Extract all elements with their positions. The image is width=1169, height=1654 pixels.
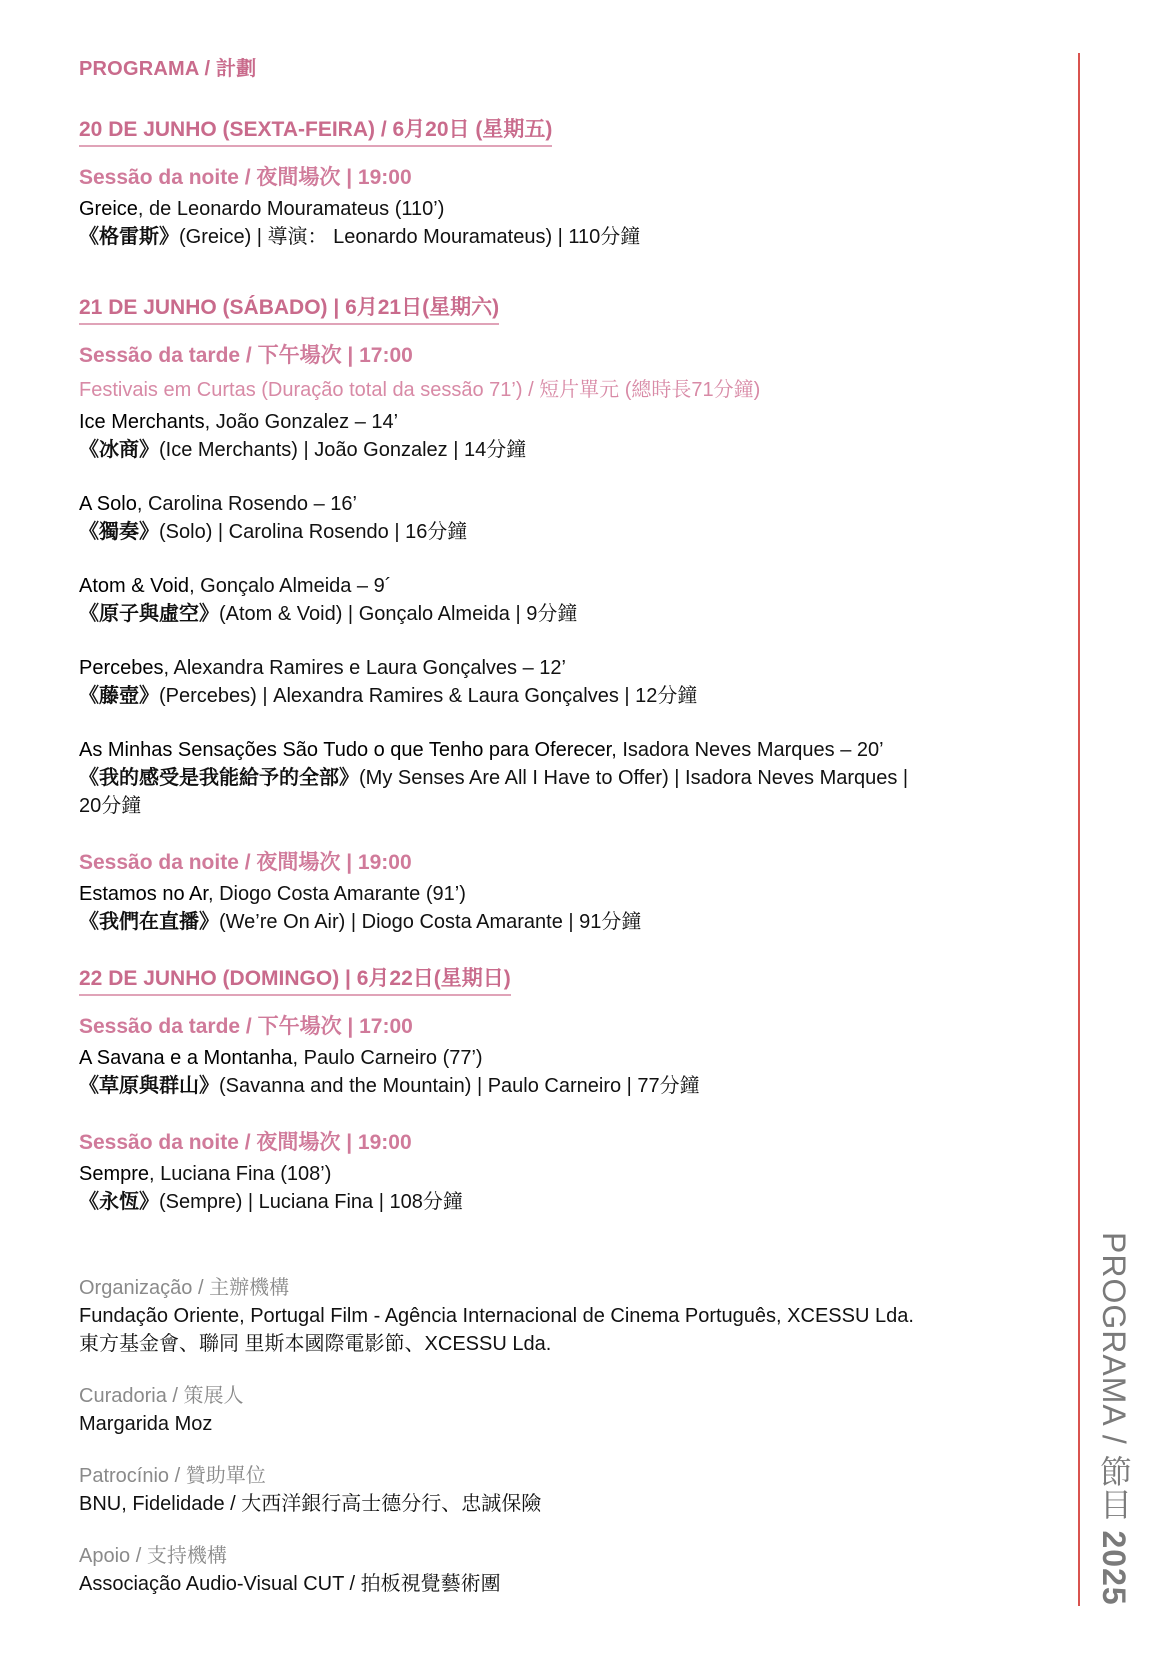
- credit-label: Patrocínio / 贊助單位: [79, 1465, 266, 1487]
- side-running-title: [1096, 1232, 1137, 1606]
- session: [79, 1010, 1019, 1100]
- film-entry: [79, 408, 1019, 464]
- session: [79, 339, 1019, 820]
- credit-value: Margarida Moz: [79, 1413, 213, 1435]
- credit-value: Associação Audio-Visual CUT / 拍板視覺藝術團: [79, 1573, 501, 1595]
- film-title: Sempre: [79, 1163, 150, 1185]
- credit-block: [79, 1542, 1039, 1598]
- film-title: Estamos no Ar: [79, 883, 208, 905]
- program-day: [79, 291, 1019, 936]
- film-credit: , Isadora Neves Marques – 20’: [611, 739, 884, 761]
- film-zh-credit: (Atom & Void) | Gonçalo Almeida | 9分鐘: [219, 603, 578, 625]
- credit-value: BNU, Fidelidade / 大西洋銀行高士德分行、忠誠保險: [79, 1493, 542, 1515]
- film-line-zh: [79, 764, 1019, 792]
- day-heading: 20 DE JUNHO (SEXTA-FEIRA) / 6月20日 (星期五): [79, 113, 552, 147]
- session-note: Festivais em Curtas (Duração total da sessão 71’) / 短片單元 (總時長71分鐘): [79, 379, 761, 401]
- film-line-zh: [79, 1072, 1019, 1100]
- film-line-pt: [79, 408, 1019, 436]
- film-zh-title: 《草原與群山》: [79, 1075, 219, 1097]
- film-zh-credit: (Percebes) | Alexandra Ramires & Laura Gonçalves | 12分鐘: [159, 685, 698, 707]
- film-title: Ice Merchants: [79, 411, 205, 433]
- film-zh-credit: (Greice) | 導演： Leonardo Mouramateus) | 110分鐘: [179, 226, 641, 248]
- film-credit: , Diogo Costa Amarante (91’): [207, 883, 466, 905]
- session: [79, 161, 1019, 251]
- program-days: [79, 113, 1019, 1216]
- film-line-pt: [79, 880, 1019, 908]
- credit-value: Fundação Oriente, Portugal Film - Agência Internacional de Cinema Português, XCESSU Lda.: [79, 1305, 914, 1327]
- film-zh-title: 《永恆》: [79, 1191, 159, 1213]
- credit-value: 東方基金會、聯同 里斯本國際電影節、XCESSU Lda.: [79, 1333, 552, 1355]
- side-year: 2025: [1096, 1530, 1132, 1606]
- film-zh-title: 《獨奏》: [79, 521, 159, 543]
- film-zh-credit: (Sempre) | Luciana Fina | 108分鐘: [159, 1191, 463, 1213]
- film-line-zh: [79, 223, 1019, 251]
- program-day: [79, 962, 1019, 1216]
- film-line-pt: [79, 195, 1019, 223]
- film-zh-credit: (My Senses Are All I Have to Offer) | Isadora Neves Marques |: [359, 767, 909, 789]
- film-title: Percebes: [79, 657, 164, 679]
- side-title-text: PROGRAMA / 節目: [1096, 1232, 1132, 1521]
- film-zh-credit: (Savanna and the Mountain) | Paulo Carneiro | 77分鐘: [219, 1075, 700, 1097]
- film-zh-credit: (Solo) | Carolina Rosendo | 16分鐘: [159, 521, 468, 543]
- film-line-pt: [79, 490, 1019, 518]
- session-heading: Sessão da tarde / 下午場次 | 17:00: [79, 1015, 413, 1038]
- session-heading: Sessão da tarde / 下午場次 | 17:00: [79, 344, 413, 367]
- film-entry: [79, 654, 1019, 710]
- film-line-zh: [79, 682, 1019, 710]
- credit-label: Curadoria / 策展人: [79, 1385, 244, 1407]
- session: [79, 1126, 1019, 1216]
- film-line-zh: [79, 436, 1019, 464]
- film-credit: , Carolina Rosendo – 16’: [136, 493, 357, 515]
- film-zh-title: 《藤壺》: [79, 685, 159, 707]
- film-line-zh: [79, 908, 1019, 936]
- credit-label: Apoio / 支持機構: [79, 1545, 227, 1567]
- film-line-pt: [79, 572, 1019, 600]
- film-entry: [79, 1044, 1019, 1100]
- film-line-zh: [79, 1188, 1019, 1216]
- credits-section: [79, 1274, 1039, 1622]
- film-entry: [79, 195, 1019, 251]
- film-zh-credit: (Ice Merchants) | João Gonzalez | 14分鐘: [159, 439, 527, 461]
- film-line-zh: [79, 600, 1019, 628]
- film-line-zh: [79, 518, 1019, 546]
- session-heading: Sessão da noite / 夜間場次 | 19:00: [79, 166, 412, 189]
- credit-label: Organização / 主辦機構: [79, 1277, 290, 1299]
- vertical-rule: [1078, 53, 1080, 1606]
- film-zh-title: 《冰商》: [79, 439, 159, 461]
- session: [79, 846, 1019, 936]
- film-zh-credit: (We’re On Air) | Diogo Costa Amarante | 91分鐘: [219, 911, 642, 933]
- film-zh-title: 《我的感受是我能給予的全部》: [79, 767, 359, 789]
- film-entry: [79, 1160, 1019, 1216]
- film-credit: , Gonçalo Almeida – 9´: [189, 575, 392, 597]
- session-heading: Sessão da noite / 夜間場次 | 19:00: [79, 851, 412, 874]
- film-credit: , Paulo Carneiro (77’): [292, 1047, 483, 1069]
- film-zh-title: 《格雷斯》: [79, 226, 179, 248]
- film-title: Greice: [79, 198, 138, 220]
- film-line-pt: [79, 1044, 1019, 1072]
- credit-block: [79, 1382, 1039, 1438]
- film-line-pt: [79, 654, 1019, 682]
- film-credit: , João Gonzalez – 14’: [204, 411, 399, 433]
- day-heading: 22 DE JUNHO (DOMINGO) | 6月22日(星期日): [79, 962, 511, 996]
- day-heading: 21 DE JUNHO (SÁBADO) | 6月21日(星期六): [79, 291, 499, 325]
- film-entry: [79, 490, 1019, 546]
- film-zh-duration: 20分鐘: [79, 795, 142, 817]
- film-entry: [79, 880, 1019, 936]
- program-page: [79, 52, 1019, 1242]
- session-heading: Sessão da noite / 夜間場次 | 19:00: [79, 1131, 412, 1154]
- film-title: Atom & Void: [79, 575, 190, 597]
- film-zh-title: 《原子與虛空》: [79, 603, 219, 625]
- film-line-pt: [79, 736, 1019, 764]
- film-credit: , de Leonardo Mouramateus (110’): [137, 198, 445, 220]
- program-day: [79, 113, 1019, 251]
- film-credit: , Luciana Fina (108’): [149, 1163, 332, 1185]
- film-credit: , Alexandra Ramires e Laura Gonçalves – 12’: [163, 657, 566, 679]
- film-entry: [79, 572, 1019, 628]
- film-entry: [79, 736, 1019, 820]
- film-zh-title: 《我們在直播》: [79, 911, 219, 933]
- page-title: PROGRAMA / 計劃: [79, 58, 257, 80]
- film-title: As Minhas Sensações São Tudo o que Tenho para Oferecer: [79, 739, 612, 761]
- credit-block: [79, 1274, 1039, 1358]
- credit-block: [79, 1462, 1039, 1518]
- film-title: A Savana e a Montanha: [79, 1047, 293, 1069]
- film-title: A Solo: [79, 493, 137, 515]
- film-line-pt: [79, 1160, 1019, 1188]
